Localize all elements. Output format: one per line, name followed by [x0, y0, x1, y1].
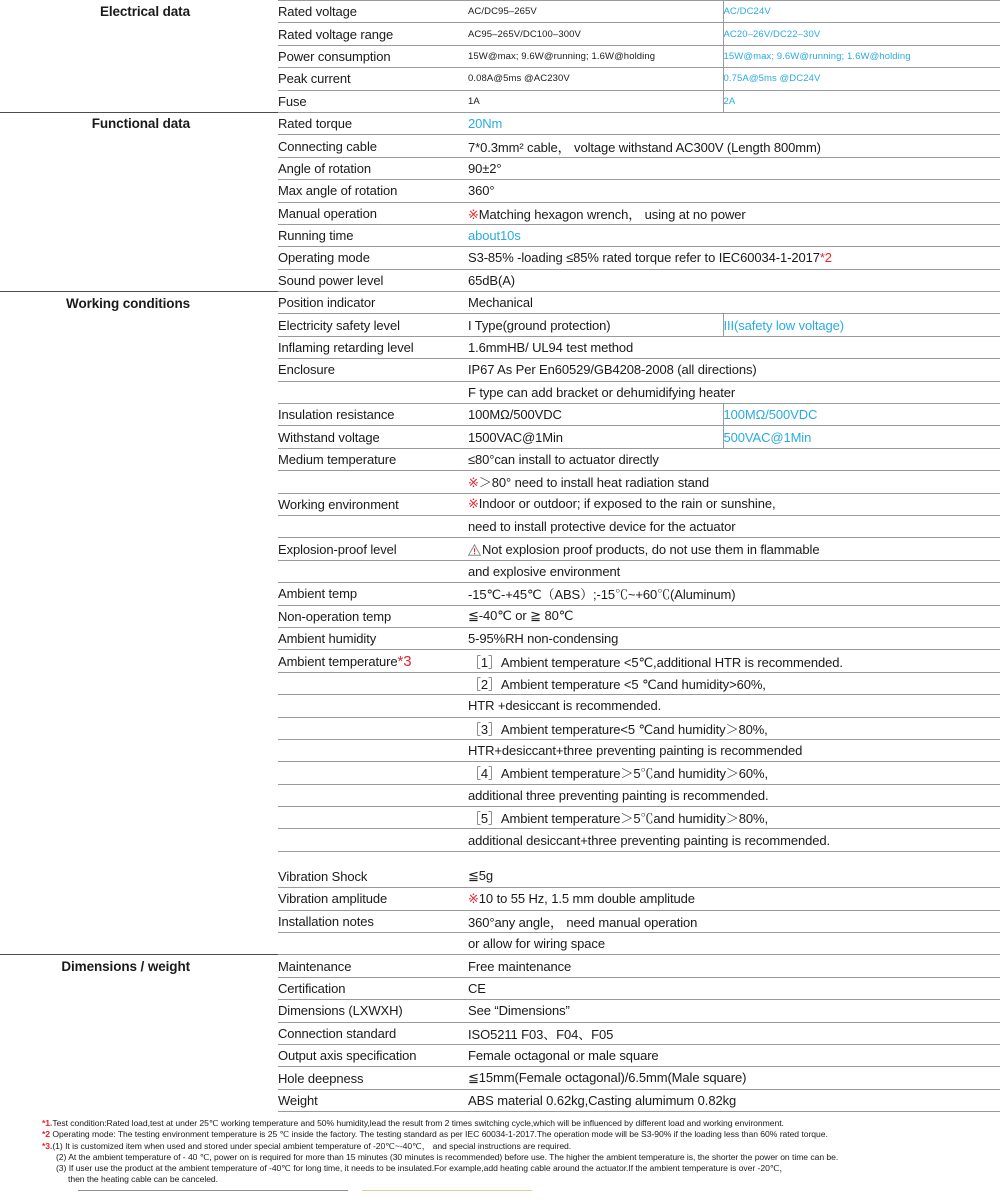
table-row: [0, 717, 1000, 739]
table-row: [0, 1067, 1000, 1089]
value-ambient-temperature-3: HTR +desiccant is recommended.: [468, 695, 1000, 717]
table-row: [0, 865, 1000, 887]
value-non-operation-temp: ≦-40℃ or ≧ 80℃: [468, 605, 1000, 627]
table-row: [0, 1, 1000, 23]
value-explosion-proof-text: Not explosion proof products, do not use them in flammable: [482, 541, 820, 557]
param-weight: Weight: [278, 1089, 468, 1111]
value-installation-notes-2: or allow for wiring space: [468, 933, 1000, 955]
bottom-rule-left: [78, 1190, 348, 1191]
value-safety-level-a: I Type(ground protection): [468, 314, 723, 336]
param-working-environment-cont: [278, 515, 468, 537]
spacer-cell: [0, 583, 190, 605]
section-label-electrical: Electrical data: [99, 4, 190, 20]
spacer-cell: [190, 955, 278, 977]
footnote-3-line-2: (2) At the ambient temperature of - 40 ℃, power on is required for more than 15 minutes (30 minutes is recommended) before use. The higher the ambient temperature is, the shorter the power on time can be.: [56, 1151, 839, 1162]
spacer-cell: [0, 269, 190, 291]
spacer-cell: [0, 933, 190, 955]
value-withstand-a: 1500VAC@1Min: [468, 426, 723, 448]
value-fuse-b: 2A: [723, 90, 1000, 112]
value-angle-of-rotation: 90±2°: [468, 157, 1000, 179]
param-ambient-temperature: [278, 650, 468, 672]
spacer-cell: [190, 538, 278, 560]
param-explosion-proof-level: Explosion-proof level: [278, 538, 468, 560]
param-vibration-amplitude: Vibration amplitude: [278, 888, 468, 910]
spacer-cell: [0, 224, 190, 246]
value-fuse-a: 1A: [468, 90, 723, 112]
value-explosion-proof-2: and explosive environment: [468, 560, 1000, 582]
table-row: [0, 493, 1000, 515]
param-rated-torque: Rated torque: [278, 112, 468, 134]
table-row: [0, 45, 1000, 67]
spacer-cell: [190, 180, 278, 202]
spacer-cell: [0, 202, 190, 224]
value-operating-mode-text: S3-85% -loading ≤85% rated torque refer to IEC60034-1-2017: [468, 250, 820, 266]
param-certification: Certification: [278, 977, 468, 999]
param-ambient-temperature-cont: [278, 784, 468, 806]
spacer-cell: [190, 112, 278, 134]
spacer-cell: [190, 672, 278, 694]
param-dimensions-lxwxh: Dimensions (LXWXH): [278, 1000, 468, 1022]
table-row-bottom: [0, 1112, 1000, 1113]
table-row: [0, 202, 1000, 224]
spacer-cell: [0, 627, 190, 649]
spacer-cell: [0, 910, 190, 932]
table-row: [0, 829, 1000, 851]
spacer-cell: [0, 68, 190, 90]
value-ambient-temperature-7: additional three preventing painting is recommended.: [468, 784, 1000, 806]
footnote-3-mark: *3.: [42, 1140, 53, 1151]
value-working-environment-text: Indoor or outdoor; if exposed to the rain or sunshine,: [478, 496, 776, 512]
param-peak-current: Peak current: [278, 68, 468, 90]
asterisk-mark-icon: ※: [468, 890, 479, 906]
spacer-cell: [0, 672, 190, 694]
spacer-cell: [190, 1067, 278, 1089]
spacer-cell: [190, 68, 278, 90]
param-ambient-temperature-cont: [278, 829, 468, 851]
spacer-cell: [190, 1044, 278, 1066]
param-ambient-temperature-cont: [278, 762, 468, 784]
table-row: [0, 336, 1000, 358]
spacer-cell: [190, 784, 278, 806]
value-enclosure-2: F type can add bracket or dehumidifying heater: [468, 381, 1000, 403]
spacer-cell: [0, 471, 190, 493]
table-row: [0, 135, 1000, 157]
param-position-indicator: Position indicator: [278, 292, 468, 314]
table-row: [0, 583, 1000, 605]
bottom-rule-right: [362, 1190, 532, 1191]
param-manual-operation: Manual operation: [278, 202, 468, 224]
param-hole-deepness: Hole deepness: [278, 1067, 468, 1089]
value-installation-notes: 360°any angle， need manual operation: [468, 910, 1000, 932]
section-label-working: Working conditions: [0, 292, 190, 314]
asterisk-mark-icon: ※: [468, 496, 479, 512]
value-ambient-temperature-9: additional desiccant+three preventing painting is recommended.: [468, 829, 1000, 851]
value-ambient-temperature-6: ［4］Ambient temperature＞5℃and humidity＞60%,: [468, 762, 1000, 784]
table-row: [0, 1044, 1000, 1066]
table-row: [0, 672, 1000, 694]
spacer-cell: [190, 292, 278, 314]
param-connection-standard: Connection standard: [278, 1022, 468, 1044]
spacer-cell: [0, 336, 190, 358]
value-insulation-b: 100MΩ/500VDC: [723, 404, 1000, 426]
value-peak-current-a: 0.08A@5ms @AC230V: [468, 68, 723, 90]
param-ambient-temperature-cont: [278, 739, 468, 761]
value-working-environment: [468, 493, 1000, 515]
footnote-1-mark: *1.: [42, 1118, 53, 1128]
spacer-cell: [0, 180, 190, 202]
section-label-dimensions: Dimensions / weight: [0, 955, 190, 977]
param-rated-voltage: Rated voltage: [278, 1, 468, 23]
table-row: [0, 739, 1000, 761]
spacer-cell: [190, 90, 278, 112]
asterisk-mark-icon: ※: [468, 206, 479, 222]
footnote-2: [42, 1129, 992, 1140]
value-ambient-humidity: 5-95%RH non-condensing: [468, 627, 1000, 649]
spacer-cell: [190, 1089, 278, 1111]
value-sound-power-level: 65dB(A): [468, 269, 1000, 291]
spacer-cell: [190, 404, 278, 426]
spacer-cell: [190, 910, 278, 932]
param-connecting-cable: Connecting cable: [278, 135, 468, 157]
spacer-cell: [190, 762, 278, 784]
spacer-cell: [190, 224, 278, 246]
spacer-cell: [0, 977, 190, 999]
value-position-indicator: Mechanical: [468, 292, 1000, 314]
value-dimensions-lxwxh: See “Dimensions”: [468, 1000, 1000, 1022]
spacer-cell: [190, 493, 278, 515]
param-medium-temperature: Medium temperature: [278, 448, 468, 470]
spacer-cell: [190, 1, 278, 23]
value-rated-voltage-range-a: AC95–265V/DC100–300V: [468, 23, 723, 45]
table-row: [0, 381, 1000, 403]
spacer-cell: [0, 493, 190, 515]
value-medium-temperature-2: [468, 471, 1000, 493]
spacer-cell: [190, 515, 278, 537]
table-row: [0, 157, 1000, 179]
table-row: [0, 359, 1000, 381]
spacer-cell: [190, 359, 278, 381]
param-vibration-shock: Vibration Shock: [278, 868, 368, 884]
spacer-cell: [0, 888, 190, 910]
spacer-cell: [0, 538, 190, 560]
param-ambient-humidity: Ambient humidity: [278, 627, 468, 649]
param-operating-mode: Operating mode: [278, 247, 468, 269]
param-enclosure-cont: [278, 381, 468, 403]
value-vibration-shock: ≦5g: [468, 868, 494, 884]
param-ambient-temperature-cont: [278, 672, 468, 694]
spacer-cell: [190, 865, 278, 887]
spacer-cell: [0, 605, 190, 627]
spacer-cell: [0, 381, 190, 403]
param-angle-of-rotation: Angle of rotation: [278, 157, 468, 179]
spacer-cell: [0, 157, 190, 179]
param-enclosure: Enclosure: [278, 359, 468, 381]
spacer-cell: [0, 560, 190, 582]
table-row: [0, 605, 1000, 627]
spacer-cell: [0, 135, 190, 157]
spacer-cell: [278, 1112, 468, 1113]
spacer-cell: [0, 739, 190, 761]
spacer-cell: [0, 247, 190, 269]
spacer-cell: [190, 605, 278, 627]
param-ambient-temperature-cont: [278, 717, 468, 739]
spacer-cell: [190, 45, 278, 67]
footnote-1-text: Test condition:Rated load,test at under 25℃ working temperature and 50% humidity,lead the result from 2 times switching cycle,which will be influenced by different load and working environment.: [52, 1118, 784, 1128]
param-ambient-temperature-cont: [278, 695, 468, 717]
table-row: [0, 23, 1000, 45]
table-row: [0, 807, 1000, 829]
table-row: [0, 1000, 1000, 1022]
spacer-cell: [190, 851, 278, 865]
spacer-cell: [0, 1067, 190, 1089]
table-row: [0, 314, 1000, 336]
table-row: [0, 933, 1000, 955]
param-power-consumption: Power consumption: [278, 45, 468, 67]
spacer-cell: [190, 560, 278, 582]
table-row: [0, 247, 1000, 269]
spacer-cell: [0, 865, 190, 887]
spacer-cell: [0, 1112, 190, 1113]
value-ambient-temperature-5: HTR+desiccant+three preventing painting is recommended: [468, 739, 1000, 761]
table-row: [0, 1022, 1000, 1044]
spacer-cell: [468, 1112, 1000, 1113]
spacer-cell: [190, 888, 278, 910]
table-row: [0, 650, 1000, 672]
value-ambient-temperature-4: ［3］Ambient temperature<5 ℃and humidity＞80%,: [468, 717, 1000, 739]
asterisk-mark-icon: ※: [468, 475, 479, 491]
spacer-cell: [0, 426, 190, 448]
spacer-cell: [0, 448, 190, 470]
table-row: [0, 112, 1000, 134]
table-row: [0, 515, 1000, 537]
spacer-cell: [0, 717, 190, 739]
table-row: [0, 695, 1000, 717]
spacer-cell: [468, 851, 1000, 865]
spacer-cell: [190, 717, 278, 739]
spacer-cell: [190, 627, 278, 649]
table-row: [0, 90, 1000, 112]
value-withstand-b: 500VAC@1Min: [723, 426, 1000, 448]
spacer-cell: [190, 1022, 278, 1044]
spacer-cell: [190, 695, 278, 717]
spacer-cell: [190, 739, 278, 761]
footnote-1: [42, 1118, 992, 1129]
table-row: [0, 426, 1000, 448]
table-row: [0, 224, 1000, 246]
param-installation-notes: Installation notes: [278, 910, 468, 932]
param-medium-temperature-cont: [278, 471, 468, 493]
param-explosion-proof-cont: [278, 560, 468, 582]
spacer-cell: [0, 762, 190, 784]
footnote-3: [42, 1141, 992, 1152]
param-insulation-resistance: Insulation resistance: [278, 404, 468, 426]
spacer-cell: [190, 314, 278, 336]
spacer-cell: [190, 583, 278, 605]
spacer-cell: [190, 426, 278, 448]
footnote-2-text: Operating mode: The testing environment temperature is 25 ℃ inside the factory. The testing standard as per IEC 60034-1-2017.The operation mode will be S3-90% if the loading less than 60% rated torque.: [50, 1129, 828, 1140]
value-output-axis-specification: Female octagonal or male square: [468, 1044, 1000, 1066]
table-row: [0, 471, 1000, 493]
value-ambient-temperature-8: ［5］Ambient temperature＞5℃and humidity＞80%,: [468, 807, 1000, 829]
table-row: [0, 977, 1000, 999]
spacer-cell: [0, 404, 190, 426]
value-peak-current-b: 0.75A@5ms @DC24V: [723, 68, 1000, 90]
value-rated-torque: 20Nm: [468, 112, 1000, 134]
param-max-angle-of-rotation: Max angle of rotation: [278, 180, 468, 202]
table-row: [0, 910, 1000, 932]
section-label-functional: Functional data: [0, 112, 190, 134]
spacer-cell: [190, 1000, 278, 1022]
footnote-2-mark: *2: [42, 1129, 51, 1140]
value-working-environment-2: need to install protective device for the actuator: [468, 515, 1000, 537]
table-row: [0, 762, 1000, 784]
spacer-cell: [190, 471, 278, 493]
table-row: [0, 448, 1000, 470]
value-running-time: about10s: [468, 224, 1000, 246]
spacer-cell: [0, 23, 190, 45]
spacer-cell: [0, 650, 190, 672]
spacer-cell: [0, 90, 190, 112]
param-inflaming-retarding-level: Inflaming retarding level: [278, 336, 468, 358]
value-ambient-temperature-1: ［1］Ambient temperature <5℃,additional HTR is recommended.: [468, 650, 1000, 672]
table-row: [0, 292, 1000, 314]
footnote-ref-2: *2: [819, 250, 832, 266]
param-maintenance: Maintenance: [278, 955, 468, 977]
value-safety-level-b: III(safety low voltage): [723, 314, 1000, 336]
spacer-cell: [0, 359, 190, 381]
spacer-cell: [190, 977, 278, 999]
table-row: [0, 784, 1000, 806]
spacer-cell: [190, 135, 278, 157]
spacer-cell: [0, 851, 190, 865]
value-certification: CE: [468, 977, 1000, 999]
table-row: [0, 538, 1000, 560]
spacer-cell: [190, 650, 278, 672]
param-ambient-temperature-cont: [278, 807, 468, 829]
spacer-cell: [190, 157, 278, 179]
spacer-cell: [0, 1022, 190, 1044]
footnotes-block: [42, 1118, 992, 1186]
table-row: [0, 180, 1000, 202]
table-body: [0, 1, 1000, 1113]
spacer-cell: [0, 1089, 190, 1111]
value-ambient-temp: -15℃-+45℃（ABS）;-15℃~+60℃(Aluminum): [468, 583, 1000, 605]
param-output-axis-specification: Output axis specification: [278, 1044, 468, 1066]
spacer-cell: [190, 202, 278, 224]
value-power-consumption-a: 15W@max; 9.6W@running; 1.6W@holding: [468, 45, 723, 67]
param-ambient-temperature-text: Ambient temperature: [278, 653, 398, 669]
value-insulation-a: 100MΩ/500VDC: [468, 404, 723, 426]
table-row: [0, 404, 1000, 426]
param-rated-voltage-range: Rated voltage range: [278, 23, 468, 45]
spacer-cell: [0, 1044, 190, 1066]
spacer-cell: [190, 269, 278, 291]
value-max-angle-of-rotation: 360°: [468, 180, 1000, 202]
table-row: [0, 955, 1000, 977]
value-vibration-amplitude-text: 10 to 55 Hz, 1.5 mm double amplitude: [478, 890, 695, 906]
spacer-cell: [190, 23, 278, 45]
param-fuse: Fuse: [278, 90, 468, 112]
param-working-environment: Working environment: [278, 493, 468, 515]
spacer-cell: [0, 515, 190, 537]
spacer-cell: [0, 314, 190, 336]
param-withstand-voltage: Withstand voltage: [278, 426, 468, 448]
value-ambient-temperature-2: ［2］Ambient temperature <5 ℃and humidity>60%,: [468, 672, 1000, 694]
spacer-cell: [190, 933, 278, 955]
value-operating-mode: [468, 247, 1000, 269]
footnote-ref-3: *3: [397, 652, 412, 670]
value-hole-deepness: ≦15mm(Female octagonal)/6.5mm(Male square): [468, 1067, 1000, 1089]
value-inflaming-retarding-level: 1.6mmHB/ UL94 test method: [468, 336, 1000, 358]
spacer-cell: [0, 1000, 190, 1022]
value-rated-voltage-a: AC/DC95–265V: [468, 1, 723, 23]
spacer-cell: [190, 1112, 278, 1113]
spacer-cell: [190, 829, 278, 851]
value-enclosure: IP67 As Per En60529/GB4208-2008 (all directions): [468, 359, 1000, 381]
footnote-3-text: (1) It is customized item when used and stored under special ambient temperature of -20℃~-40℃， and special instructions are required.: [52, 1140, 572, 1151]
spacer-cell: [0, 829, 190, 851]
value-explosion-proof-level: [468, 538, 1000, 560]
spacer-cell: [0, 784, 190, 806]
spacer-cell: [190, 381, 278, 403]
param-non-operation-temp: Non-operation temp: [278, 605, 468, 627]
spacer-cell: [0, 807, 190, 829]
footnote-3-line-4: then the heating cable can be canceled.: [68, 1174, 218, 1185]
value-vibration-amplitude: [468, 888, 1000, 910]
value-connection-standard: ISO5211 F03、F04、F05: [468, 1022, 1000, 1044]
spacer-cell: [278, 851, 468, 865]
value-rated-voltage-b: AC/DC24V: [723, 1, 1000, 23]
value-rated-voltage-range-b: AC20–26V/DC22–30V: [723, 23, 1000, 45]
value-maintenance: Free maintenance: [468, 955, 1000, 977]
table-row: [0, 888, 1000, 910]
param-running-time: Running time: [278, 224, 468, 246]
table-row: [0, 627, 1000, 649]
spacer-cell: [0, 45, 190, 67]
value-power-consumption-b: 15W@max; 9.6W@running; 1.6W@holding: [723, 45, 1000, 67]
spacer-cell: [190, 247, 278, 269]
value-manual-operation: [468, 202, 1000, 224]
table-row: [0, 269, 1000, 291]
param-sound-power-level: Sound power level: [278, 269, 468, 291]
table-row: [0, 68, 1000, 90]
spacer-cell: [190, 336, 278, 358]
table-row: [0, 1089, 1000, 1111]
table-row-spacer: [0, 851, 1000, 865]
param-electricity-safety-level: Electricity safety level: [278, 314, 468, 336]
spacer-cell: [190, 448, 278, 470]
value-medium-temperature-2-text: ＞80° need to install heat radiation stand: [478, 475, 709, 491]
table-row: [0, 560, 1000, 582]
param-ambient-temp: Ambient temp: [278, 583, 468, 605]
value-weight: ABS material 0.62kg,Casting alumimum 0.82kg: [468, 1089, 1000, 1111]
param-installation-notes-cont: [278, 933, 468, 955]
warning-triangle-icon: [468, 544, 481, 556]
value-connecting-cable: 7*0.3mm² cable， voltage withstand AC300V (Length 800mm): [468, 135, 1000, 157]
footnote-3-line-3: (3) If user use the product at the ambient temperature of -40℃ for long time, it needs to be insulated.For example,add heating cable around the actuator.If the ambient temperature is over -20℃，: [56, 1163, 788, 1174]
spacer-cell: [190, 807, 278, 829]
value-medium-temperature: ≤80°can install to actuator directly: [468, 448, 1000, 470]
spacer-cell: [0, 695, 190, 717]
value-manual-operation-text: Matching hexagon wrench， using at no power: [478, 206, 746, 222]
